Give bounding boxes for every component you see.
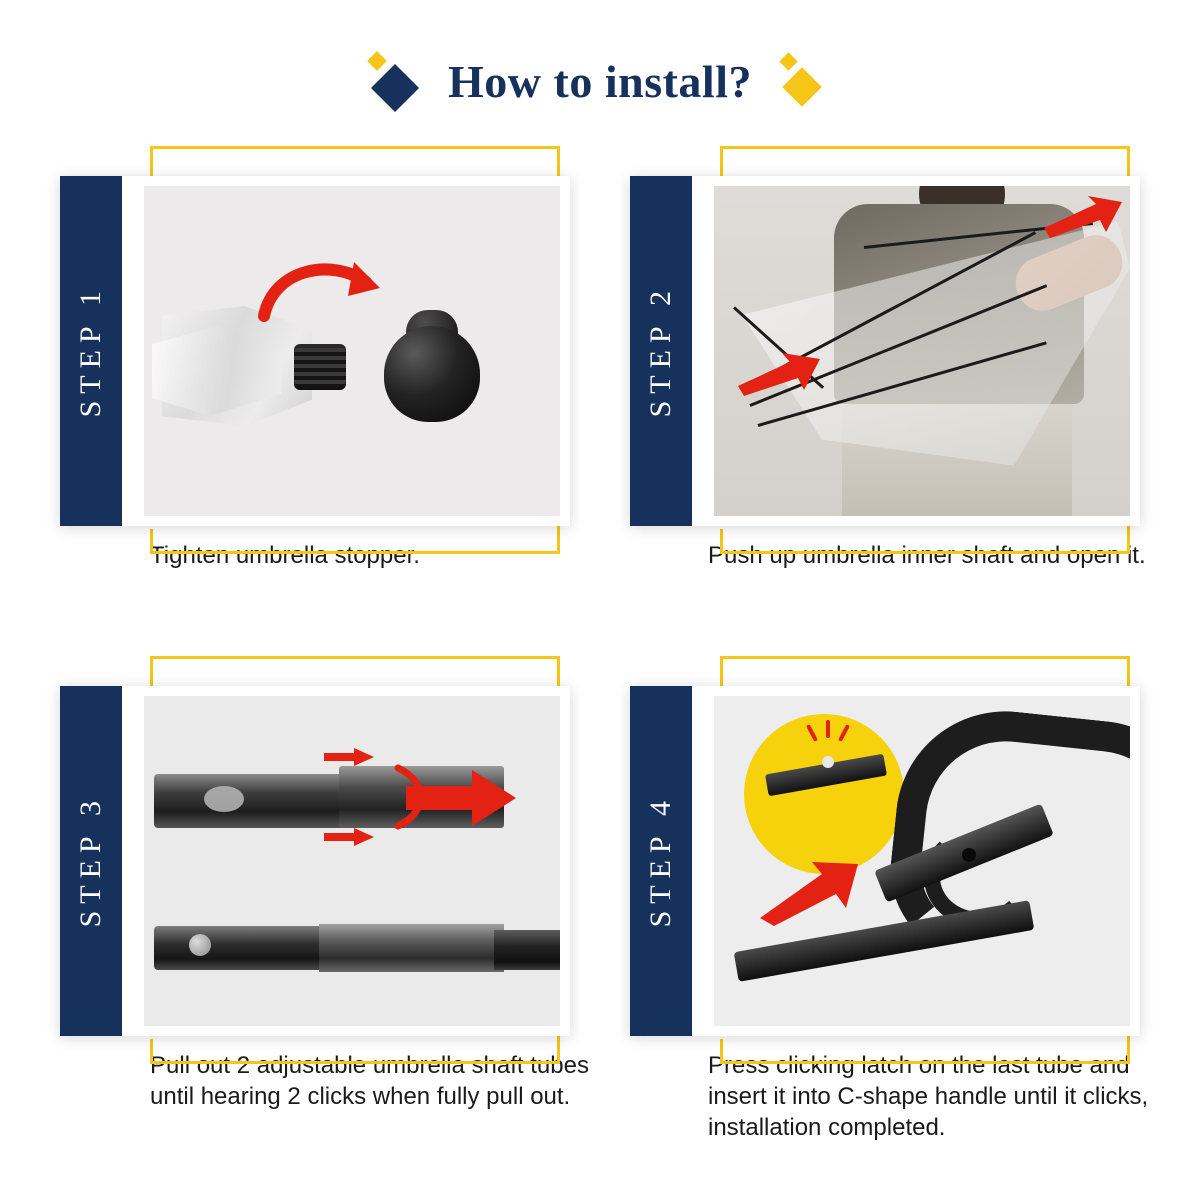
umbrella-shaft-tube-lower-a [154, 926, 324, 970]
step-card [630, 176, 1140, 526]
step-caption-2: Push up umbrella inner shaft and open it. [708, 542, 1146, 569]
step-card [630, 686, 1140, 1036]
photo-background [144, 696, 560, 1026]
page-title-row [0, 46, 1200, 116]
red-arrow-icon [1044, 194, 1124, 240]
red-arrow-icon [324, 828, 374, 846]
tube-button-hole [204, 786, 244, 812]
step-label-text: STEP 3 [74, 794, 107, 928]
page-title: How to install? [448, 55, 752, 107]
step-label-text: STEP 1 [74, 284, 107, 418]
click-spark-icon [826, 720, 830, 738]
red-arrow-icon [736, 350, 822, 398]
step-card [60, 176, 570, 526]
curved-red-arrow-icon [254, 244, 384, 334]
step-label-2 [630, 176, 692, 526]
step-card [60, 686, 570, 1036]
clicking-latch [822, 756, 834, 768]
step-label-4 [630, 686, 692, 1036]
step-image-1 [144, 186, 560, 516]
yellow-diamond-icon [367, 51, 387, 71]
blue-diamond-icon [371, 64, 419, 112]
umbrella-shaft-tube-lower-b [319, 924, 504, 972]
step-label-1 [60, 176, 122, 526]
red-arrow-icon [760, 856, 860, 926]
handle-hole [962, 848, 976, 862]
step-image-3 [144, 696, 560, 1026]
curved-red-arrow-icon [390, 762, 436, 832]
step-caption-3: Pull out 2 adjustable umbrella shaft tubes until hearing 2 clicks when fully pull out. [150, 1052, 589, 1111]
step-image-4 [714, 696, 1130, 1026]
step-label-text: STEP 4 [644, 794, 677, 928]
step-label-3 [60, 686, 122, 1036]
step-label-text: STEP 2 [644, 284, 677, 418]
tube-screw [189, 934, 211, 956]
yellow-diamond-small-icon [779, 52, 797, 70]
yellow-diamond-icon [782, 67, 822, 107]
umbrella-shaft-tube-outer [154, 774, 344, 828]
title-decor-left [370, 51, 422, 111]
step-caption-4: Press clicking latch on the last tube and insert it into C-shape handle until it clicks, installation completed. [708, 1052, 1149, 1142]
screw-thread [294, 348, 346, 386]
umbrella-shaft-tube-lower-c [494, 930, 560, 970]
step-caption-1: Tighten umbrella stopper. [150, 542, 420, 569]
red-arrow-icon [324, 748, 374, 766]
umbrella-stopper-cap [384, 326, 480, 422]
step-image-2 [714, 186, 1130, 516]
title-decor-right [778, 51, 830, 111]
